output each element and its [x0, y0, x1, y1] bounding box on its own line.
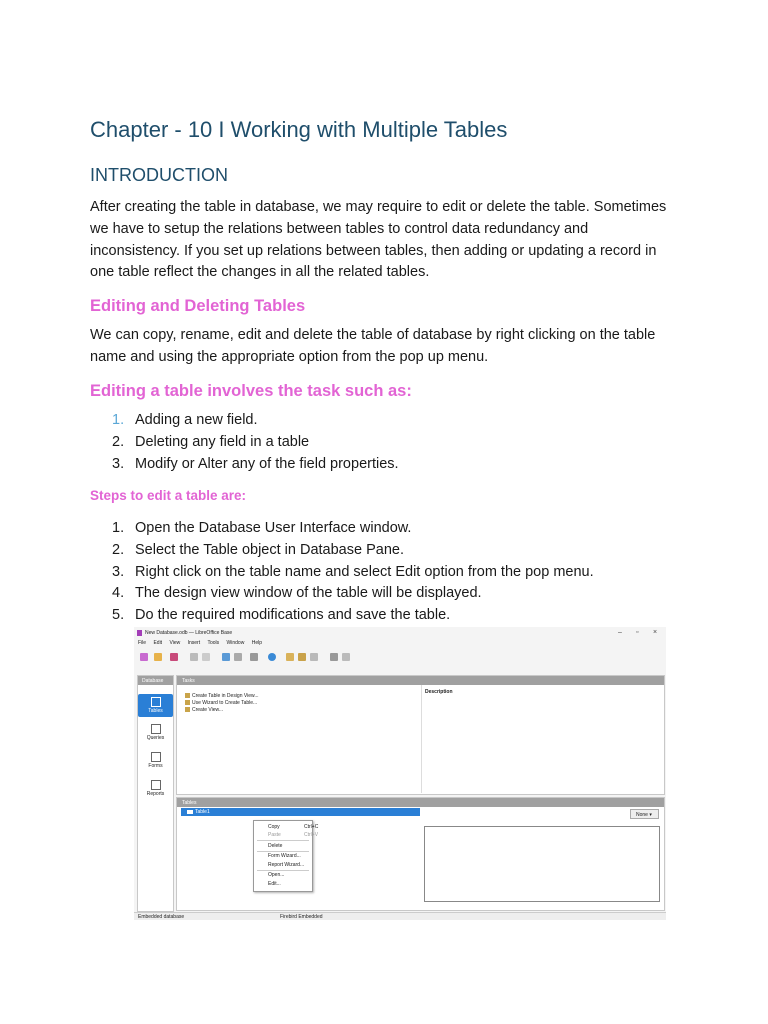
context-menu-form-wizard[interactable]: Form Wizard... [268, 853, 301, 859]
context-menu [253, 820, 319, 892]
copy-icon[interactable] [190, 653, 198, 661]
description-label: Description [425, 689, 453, 695]
editing-deleting-paragraph: We can copy, rename, edit and delete the table of database by right clicking on the table name and using the appropriate option from the pop up menu. [90, 327, 656, 365]
steps-heading: Steps to edit a table are: [90, 488, 247, 503]
reports-icon [151, 780, 161, 790]
forms-icon [151, 752, 161, 762]
steps-list [112, 518, 594, 627]
menu-window[interactable]: Window [226, 640, 245, 646]
list-item: 4. The design view window of the table will be displayed. [112, 585, 482, 602]
sidebar-item-forms[interactable]: Forms [138, 752, 173, 769]
list-item: 2. Select the Table object in Database Pane. [112, 541, 404, 558]
query-view-icon[interactable] [298, 653, 306, 661]
status-bar [134, 912, 666, 920]
context-menu-edit[interactable]: Edit... [268, 881, 281, 887]
database-pane-header: Database [138, 676, 173, 685]
menu-bar [138, 640, 268, 649]
context-menu-separator [257, 840, 309, 841]
paste-icon[interactable] [202, 653, 210, 661]
sidebar-item-queries[interactable]: Queries [138, 724, 173, 741]
task-table-wizard[interactable]: Use Wizard to Create Table... [185, 700, 257, 706]
list-item: 3. Modify or Alter any of the field properties. [112, 455, 399, 472]
toolbar [138, 651, 658, 663]
save-icon[interactable] [170, 653, 178, 661]
list-item: 3. Right click on the table name and select Edit option from the pop menu. [112, 563, 594, 580]
context-menu-report-wizard[interactable]: Report Wizard... [268, 862, 305, 868]
divider [421, 685, 422, 793]
menu-tools[interactable]: Tools [207, 640, 220, 646]
task-create-table-design[interactable]: Create Table in Design View... [185, 693, 259, 699]
menu-help[interactable]: Help [251, 640, 262, 646]
tasks-pane [176, 675, 665, 795]
list-item: 5. Do the required modifications and save the table. [112, 607, 451, 624]
editing-tasks-heading: Editing a table involves the task such as: [90, 382, 412, 400]
new-icon[interactable] [140, 653, 148, 661]
list-item: 1. Open the Database User Interface window. [112, 520, 412, 536]
maximize-icon[interactable]: ▫ [636, 629, 639, 636]
form-icon[interactable] [250, 653, 258, 661]
window-title: New Database.odb — LibreOffice Base [145, 630, 233, 636]
libreoffice-base-screenshot [134, 627, 666, 920]
table-icon [187, 810, 193, 814]
menu-view[interactable]: View [169, 640, 181, 646]
tables-icon [151, 697, 161, 707]
page-title: Chapter - 10 I Working with Multiple Tables [90, 117, 508, 142]
editing-tasks-list [112, 410, 399, 475]
editing-deleting-heading: Editing and Deleting Tables [90, 297, 306, 315]
sidebar-item-reports[interactable]: Reports [138, 780, 173, 797]
preview-toggle-icon[interactable] [342, 653, 350, 661]
menu-file[interactable]: File [138, 640, 147, 646]
close-icon[interactable]: × [653, 629, 658, 636]
sort-descending-icon[interactable] [234, 653, 242, 661]
minimize-icon[interactable]: – [618, 629, 622, 636]
status-engine: Firebird Embedded [280, 914, 323, 920]
menu-edit[interactable]: Edit [153, 640, 163, 646]
tables-pane [176, 797, 665, 911]
preview-area [424, 826, 660, 902]
queries-icon [151, 724, 161, 734]
status-database-type: Embedded database [138, 914, 185, 920]
context-menu-separator [257, 870, 309, 871]
introduction-paragraph: After creating the table in database, we may require to edit or delete the table. Sometimes we have to setup the relations between tables to control data redundancy and inconsistency. If you set up relations between tables, then adding or updating a record in one table reflect the changes in all the related tables. [90, 199, 667, 281]
open-icon[interactable] [154, 653, 162, 661]
tables-header: Tables [177, 798, 664, 807]
introduction-heading: INTRODUCTION [90, 165, 228, 185]
view-icon [185, 707, 190, 712]
preview-mode-dropdown[interactable]: None ▾ [630, 809, 659, 819]
task-create-view[interactable]: Create View... [185, 707, 223, 713]
context-menu-open[interactable]: Open... [268, 872, 285, 878]
wizard-icon [185, 700, 190, 705]
menu-insert[interactable]: Insert [187, 640, 201, 646]
sidebar-toggle-icon[interactable] [330, 653, 338, 661]
tasks-header: Tasks [177, 676, 664, 685]
context-menu-paste[interactable]: Paste Ctrl+V [268, 832, 319, 838]
database-pane [137, 675, 174, 912]
design-icon [185, 693, 190, 698]
list-item: 1. Adding a new field. [112, 412, 258, 428]
sidebar-item-tables[interactable]: Tables [138, 694, 173, 717]
context-menu-separator [257, 851, 309, 852]
context-menu-delete[interactable]: Delete [268, 843, 283, 849]
table-row[interactable]: Table1 [181, 808, 420, 816]
window-titlebar [134, 627, 666, 639]
sort-ascending-icon[interactable] [222, 653, 230, 661]
report-view-icon[interactable] [310, 653, 318, 661]
table-view-icon[interactable] [286, 653, 294, 661]
help-icon[interactable] [268, 653, 276, 661]
app-icon [137, 630, 142, 636]
list-item: 2. Deleting any field in a table [112, 433, 310, 450]
context-menu-copy[interactable]: Copy Ctrl+C [268, 824, 319, 830]
